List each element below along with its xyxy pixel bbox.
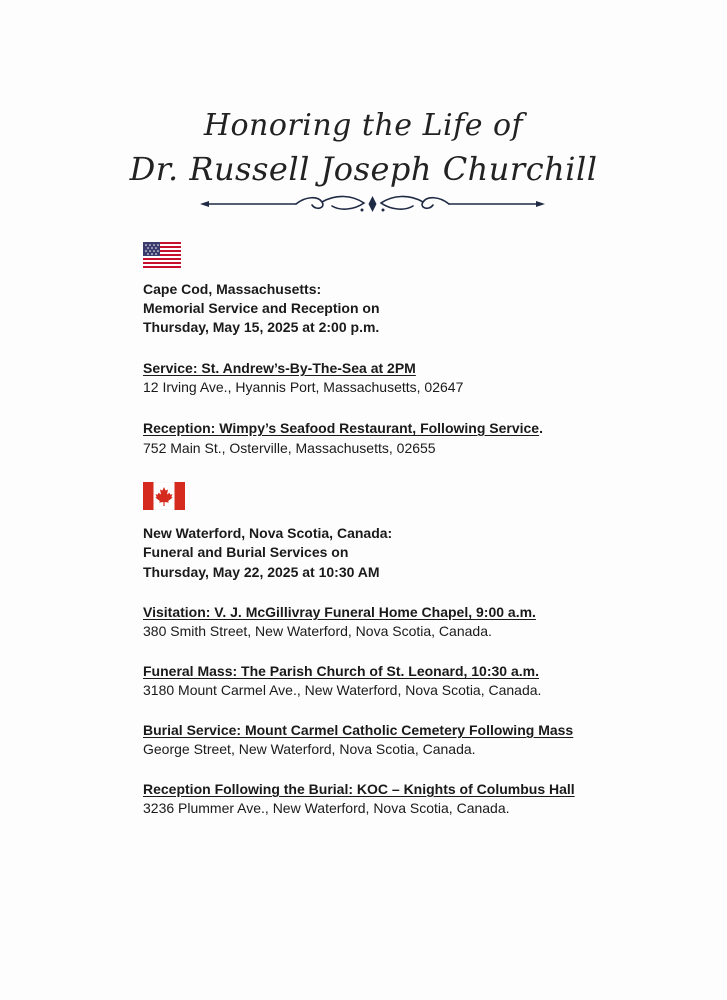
heading-line-1: Honoring the Life of: [203, 108, 524, 143]
event-final-reception-title: [143, 780, 575, 799]
event-reception-address: 752 Main St., Osterville, Massachusetts, 02655: [143, 440, 436, 456]
canada-flag-icon: [143, 482, 185, 510]
event-title-underlined: Service: St. Andrew’s-By-The-Sea at 2PM: [143, 360, 416, 376]
section-2-location: New Waterford, Nova Scotia, Canada:: [143, 525, 393, 541]
event-title-underlined: Burial Service: Mount Carmel Catholic Cemetery Following Mass: [143, 722, 574, 738]
event-title-underlined: Visitation: V. J. McGillivray Funeral Home Chapel, 9:00 a.m.: [143, 604, 536, 620]
event-funeral-mass-title: [143, 662, 539, 681]
event-service-address: 12 Irving Ave., Hyannis Port, Massachusetts, 02647: [143, 379, 464, 395]
heading-line-2: Dr. Russell Joseph Churchill: [129, 150, 598, 188]
section-1-date: Thursday, May 15, 2025 at 2:00 p.m.: [143, 319, 380, 335]
section-1-location: Cape Cod, Massachusetts:: [143, 281, 322, 297]
section-1-subtitle: Memorial Service and Reception on: [143, 300, 380, 316]
event-reception-title: Reception: Wimpy’s Seafood Restaurant, Following Service.: [143, 420, 543, 436]
us-flag-icon: [143, 242, 181, 268]
event-burial-address: George Street, New Waterford, Nova Scotia, Canada.: [143, 741, 476, 757]
event-funeral-mass-address: 3180 Mount Carmel Ave., New Waterford, Nova Scotia, Canada.: [143, 682, 542, 698]
ornamental-divider-icon: [200, 190, 545, 218]
event-visitation-address: 380 Smith Street, New Waterford, Nova Scotia, Canada.: [143, 623, 492, 639]
section-2-subtitle: Funeral and Burial Services on: [143, 544, 349, 560]
event-burial-title: [143, 721, 573, 740]
event-title-underlined: Funeral Mass: The Parish Church of St. Leonard, 10:30 a.m.: [143, 663, 539, 679]
event-title-underlined: Reception Following the Burial: KOC – Knights of Columbus Hall: [143, 781, 575, 797]
event-title-underlined: Reception: Wimpy’s Seafood Restaurant, Following Service: [143, 420, 540, 436]
event-final-reception-address: 3236 Plummer Ave., New Waterford, Nova Scotia, Canada.: [143, 800, 510, 816]
event-service-title: [143, 359, 416, 378]
event-visitation-title: [143, 603, 536, 622]
section-2-date: Thursday, May 22, 2025 at 10:30 AM: [143, 564, 380, 580]
